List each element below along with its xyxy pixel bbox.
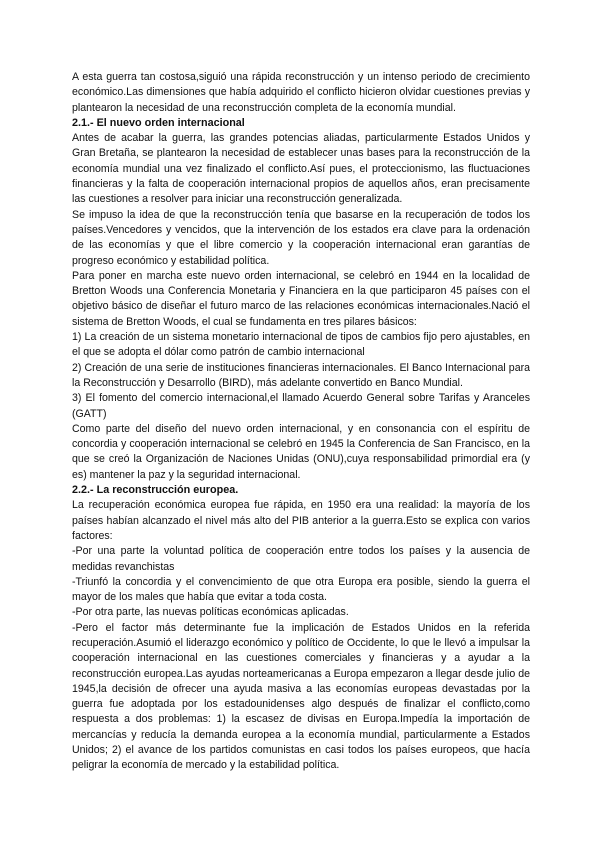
document-page bbox=[72, 70, 530, 774]
list-item: 2) Creación de una serie de instituciones financieras internacionales. El Banco Internacional para la Reconstrucción y Desarrollo (BIRD), más adelante convertido en Banco Mundial. bbox=[72, 361, 530, 389]
paragraph: Como parte del diseño del nuevo orden internacional, y en consonancia con el espíritu de concordia y cooperación internacional se celebró en 1945 la Conferencia de San Francisco, en la que se creó la Organización de Naciones Unidas (ONU),cuya responsabilidad primordial era (y es) mantener la paz y la seguridad internacional. bbox=[72, 422, 530, 481]
list-item: -Por una parte la voluntad política de cooperación entre todos los países y la ausencia de medidas revanchistas bbox=[72, 545, 530, 573]
paragraph: Se impuso la idea de que la reconstrucción tenía que basarse en la recuperación de todos los países.Vencedores y vencidos, que la intervención de los estados era clave para la ordenación de las economías y que el libre comercio y la cooperación internacional eran garantías de progreso económico y estabilidad política. bbox=[72, 208, 530, 267]
list-item: 1) La creación de un sistema monetario internacional de tipos de cambios fijo pero ajustables, en el que se adopta el dólar como patrón de cambio internacional bbox=[72, 331, 530, 359]
list-item: -Triunfó la concordia y el convencimiento de que otra Europa era posible, siendo la guerra el mayor de los males que había que evitar a toda costa. bbox=[72, 575, 530, 604]
section-heading-reconstruccion-europea: 2.2.- La reconstrucción europea. bbox=[72, 484, 239, 497]
intro-paragraph: A esta guerra tan costosa,siguió una rápida reconstrucción y un intenso periodo de crecimiento económico.Las dimensiones que había adquirido el conflicto hicieron olvidar cuestiones previas y plantearon la necesidad de una reconstrucción completa de la economía mundial. bbox=[72, 71, 530, 114]
list-item: -Por otra parte, las nuevas políticas económicas aplicadas. bbox=[72, 606, 349, 619]
section-heading-nuevo-orden: 2.1.- El nuevo orden internacional bbox=[72, 116, 245, 129]
paragraph: La recuperación económica europea fue rápida, en 1950 era una realidad: la mayoría de los países habían alcanzado el nivel más alto del PIB anterior a la guerra.Esto se explica con varios factores: bbox=[72, 499, 530, 542]
list-item: 3) El fomento del comercio internacional,el llamado Acuerdo General sobre Tarifas y Aranceles (GATT) bbox=[72, 392, 530, 420]
paragraph: Antes de acabar la guerra, las grandes potencias aliadas, particularmente Estados Unidos y Gran Bretaña, se plantearon la necesidad de establecer unas bases para la reconstrucción de la economía mundial una vez finalizado el conflicto.Así pues, el proteccionismo, las fluctuaciones financieras y la falta de cooperación internacional propios de aquellos años, eran precisamente las cuestiones a resolver para iniciar una reconstrucción generalizada. bbox=[72, 132, 530, 206]
list-item: -Pero el factor más determinante fue la implicación de Estados Unidos en la referida recuperación.Asumió el liderazgo económico y político de Occidente, lo que le llevó a impulsar la cooperación internacional en las cuestiones comerciales y financieras y a ayudar a la reconstrucción europea.Las ayudas norteamericanas a Europa empezaron a llegar desde julio de 1945,la decisión de ofrecer una ayuda masiva a las economías europeas devastadas por la guerra fue adoptada por los estadounidenses algo después de finalizar el conflicto,como respuesta a dos problemas: 1) la escasez de divisas en Europa.Impedía la importación de mercancías y reducía la demanda europea a la economía mundial, particularmente a Estados Unidos; 2) el avance de los partidos comunistas en casi todos los países europeos, que hacía peligrar la economía de mercado y la estabilidad política. bbox=[72, 621, 530, 772]
paragraph: Para poner en marcha este nuevo orden internacional, se celebró en 1944 en la localidad de Bretton Woods una Conferencia Monetaria y Financiera en la que participaron 45 países con el objetivo básico de diseñar el futuro marco de las relaciones económicas internacionales.Nació el sistema de Bretton Woods, el cual se fundamenta en tres pilares básicos: bbox=[72, 269, 530, 328]
